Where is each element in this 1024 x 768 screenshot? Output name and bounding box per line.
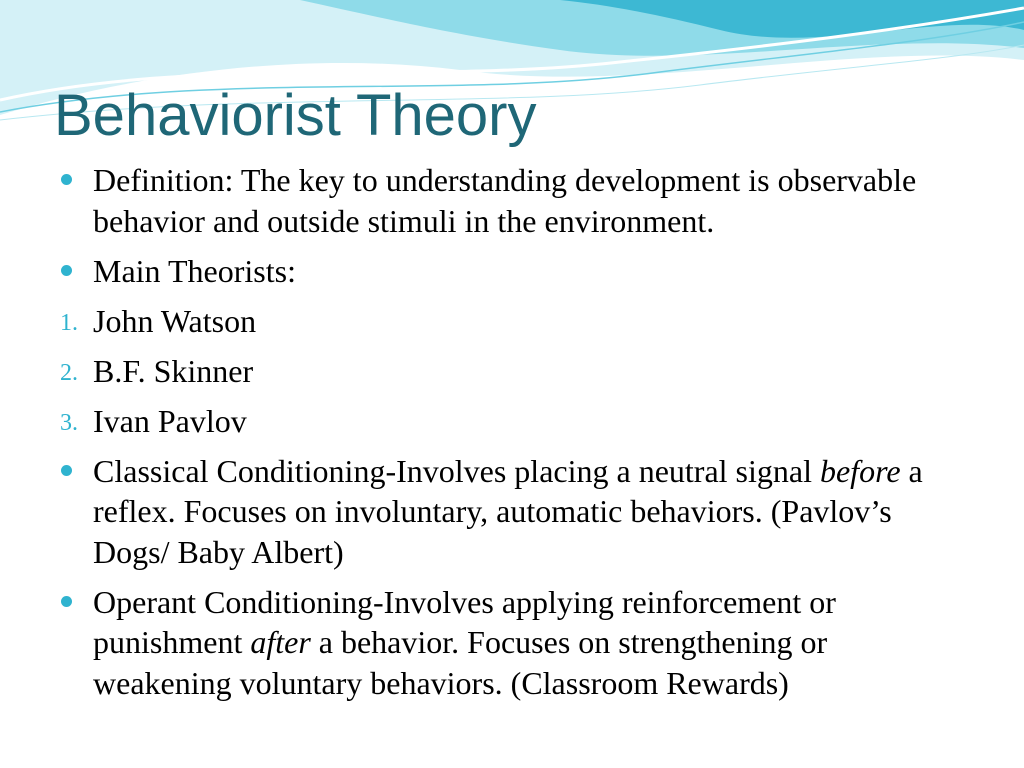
theorist-name: John Watson: [93, 302, 257, 339]
slide-body: [60, 160, 960, 713]
bullet-classical-conditioning: [60, 451, 960, 573]
number-marker: 2.: [60, 359, 78, 386]
bullet-definition: [60, 160, 960, 241]
theorist-name: B.F. Skinner: [93, 352, 254, 389]
bullet-dot-icon: [61, 465, 72, 476]
bullet-dot-icon: [61, 174, 72, 185]
bullet-main-theorists: [60, 251, 960, 292]
bullet-operant-conditioning: [60, 582, 960, 704]
definition-text: Definition: The key to understanding development is observable behavior and outside stimuli in the environment.: [93, 162, 917, 239]
bullet-dot-icon: [61, 596, 72, 607]
numbered-item-watson: [60, 301, 960, 342]
numbered-item-pavlov: [60, 401, 960, 442]
theorist-name: Ivan Pavlov: [93, 402, 247, 439]
operant-text-end: a behavior. Focuses on strengthening or weakening voluntary behaviors. (Classroom Rewards): [93, 624, 828, 701]
main-theorists-text: Main Theorists:: [93, 252, 296, 289]
classical-emphasis: before: [819, 452, 901, 489]
numbered-item-skinner: [60, 351, 960, 392]
classical-text-start: Classical Conditioning-Involves placing a neutral signal: [93, 452, 812, 489]
classical-text-end: a reflex. Focuses on involuntary, automatic behaviors. (Pavlov’s Dogs/ Baby Albert): [93, 452, 923, 570]
operant-emphasis: after: [250, 624, 311, 660]
number-marker: 1.: [60, 309, 78, 336]
operant-text-start: Operant Conditioning-Involves applying reinforcement or punishment: [93, 583, 836, 660]
number-marker: 3.: [60, 409, 78, 436]
slide-title: Behaviorist Theory: [54, 83, 537, 148]
bullet-dot-icon: [61, 265, 72, 276]
